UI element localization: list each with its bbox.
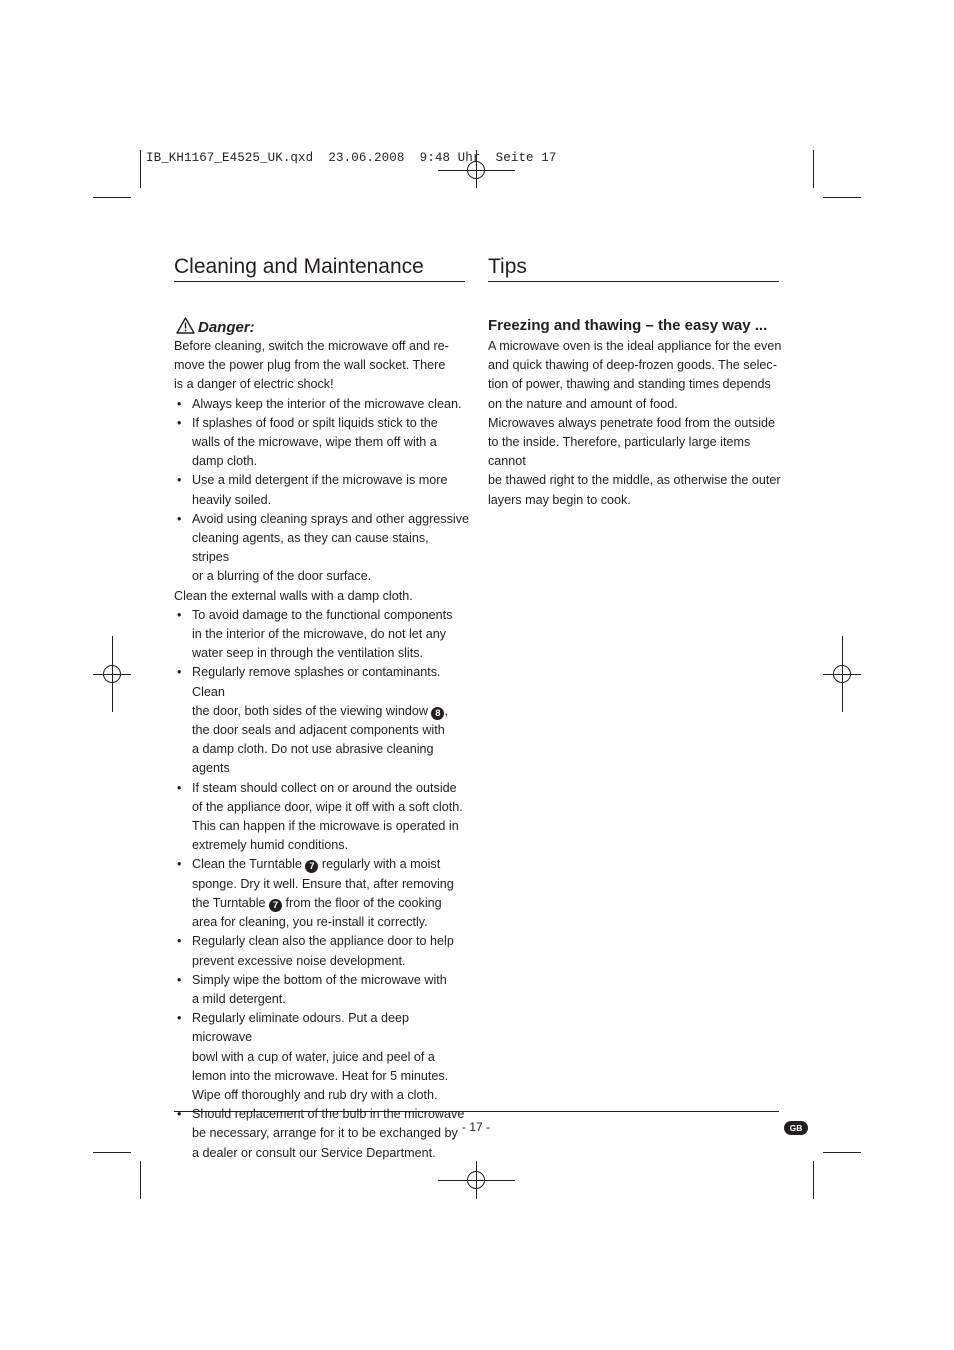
cleaning-list-1 <box>174 395 469 587</box>
ref-badge-turntable: 7 <box>269 899 282 912</box>
list-item: • If steam should collect on or around the outside of the appliance door, wipe it off with a soft cloth. This can happen if the microwave is operated in extremely humid conditions. <box>177 780 463 853</box>
section-title-tips: Tips <box>488 254 779 282</box>
list-item: • To avoid damage to the functional components in the interior of the microwave, do not let any water seep in through the ventilation slits. <box>177 607 453 661</box>
list-item: • Use a mild detergent if the microwave is more heavily soiled. <box>177 473 448 507</box>
list-item: • Should replacement of the bulb in the microwave be necessary, arrange for it to be exchanged by a dealer or consult our Service Department. <box>177 1107 465 1160</box>
danger-heading-text: Danger: <box>198 319 255 336</box>
cleaning-list-2 <box>174 606 469 1163</box>
section-title-cleaning: Cleaning and Maintenance <box>174 254 465 282</box>
danger-intro: Before cleaning, switch the microwave off and re- move the power plug from the wall socket. There is a danger of electric shock! <box>174 339 449 392</box>
country-badge: GB <box>784 1121 808 1135</box>
list-item: • Regularly eliminate odours. Put a deep microwave bowl with a cup of water, juice and peel of a lemon into the microwave. Heat for 5 minutes. Wipe off thoroughly and rub dry with a cloth. <box>177 1011 449 1102</box>
tips-body <box>488 337 788 510</box>
print-slug: IB_KH1167_E4525_UK.qxd 23.06.2008 9:48 Uhr Seite 17 <box>146 151 557 165</box>
danger-heading <box>176 317 255 337</box>
cleaning-body <box>174 337 469 1163</box>
tips-subheading: Freezing and thawing – the easy way ... <box>488 317 768 334</box>
tips-paragraph: A microwave oven is the ideal appliance for the even and quick thawing of deep-frozen goods. The selec- tion of power, thawing and standing times depends on the nature and amount of food. Microwaves always penetrate food from the outside to the inside. Therefore, particularly large items cannot be thawed right to the middle, as otherwise the outer layers may begin to cook. <box>488 339 782 507</box>
list-item: • If splashes of food or spilt liquids stick to the walls of the microwave, wipe them off with a damp cloth. <box>177 415 438 469</box>
page-number: - 17 - <box>461 1120 490 1134</box>
list-item: • Clean the Turntable 7 regularly with a moist sponge. Dry it well. Ensure that, after removing the Turntable 7 from the floor of the cooking area for cleaning, you re-install it correctly. <box>177 857 454 930</box>
external-walls-line: Clean the external walls with a damp cloth. <box>174 588 413 603</box>
warning-triangle-icon <box>176 317 195 334</box>
list-item: • Regularly remove splashes or contaminants. Clean the door, both sides of the viewing window 8 , the door seals and adjacent components with a damp cloth. Do not use abrasive cleaning agents <box>177 665 448 776</box>
list-item: • Regularly clean also the appliance door to help prevent excessive noise development. <box>177 934 454 968</box>
list-item: • Avoid using cleaning sprays and other aggressive cleaning agents, as they can cause stains, stripes or a blurring of the door surface. <box>177 511 470 584</box>
list-item: • Always keep the interior of the microwave clean. <box>177 396 462 411</box>
ref-badge-turntable: 7 <box>305 860 318 873</box>
footer-rule <box>174 1111 779 1112</box>
list-item: • Simply wipe the bottom of the microwave with a mild detergent. <box>177 972 447 1006</box>
ref-badge-window: 8 <box>431 707 444 720</box>
